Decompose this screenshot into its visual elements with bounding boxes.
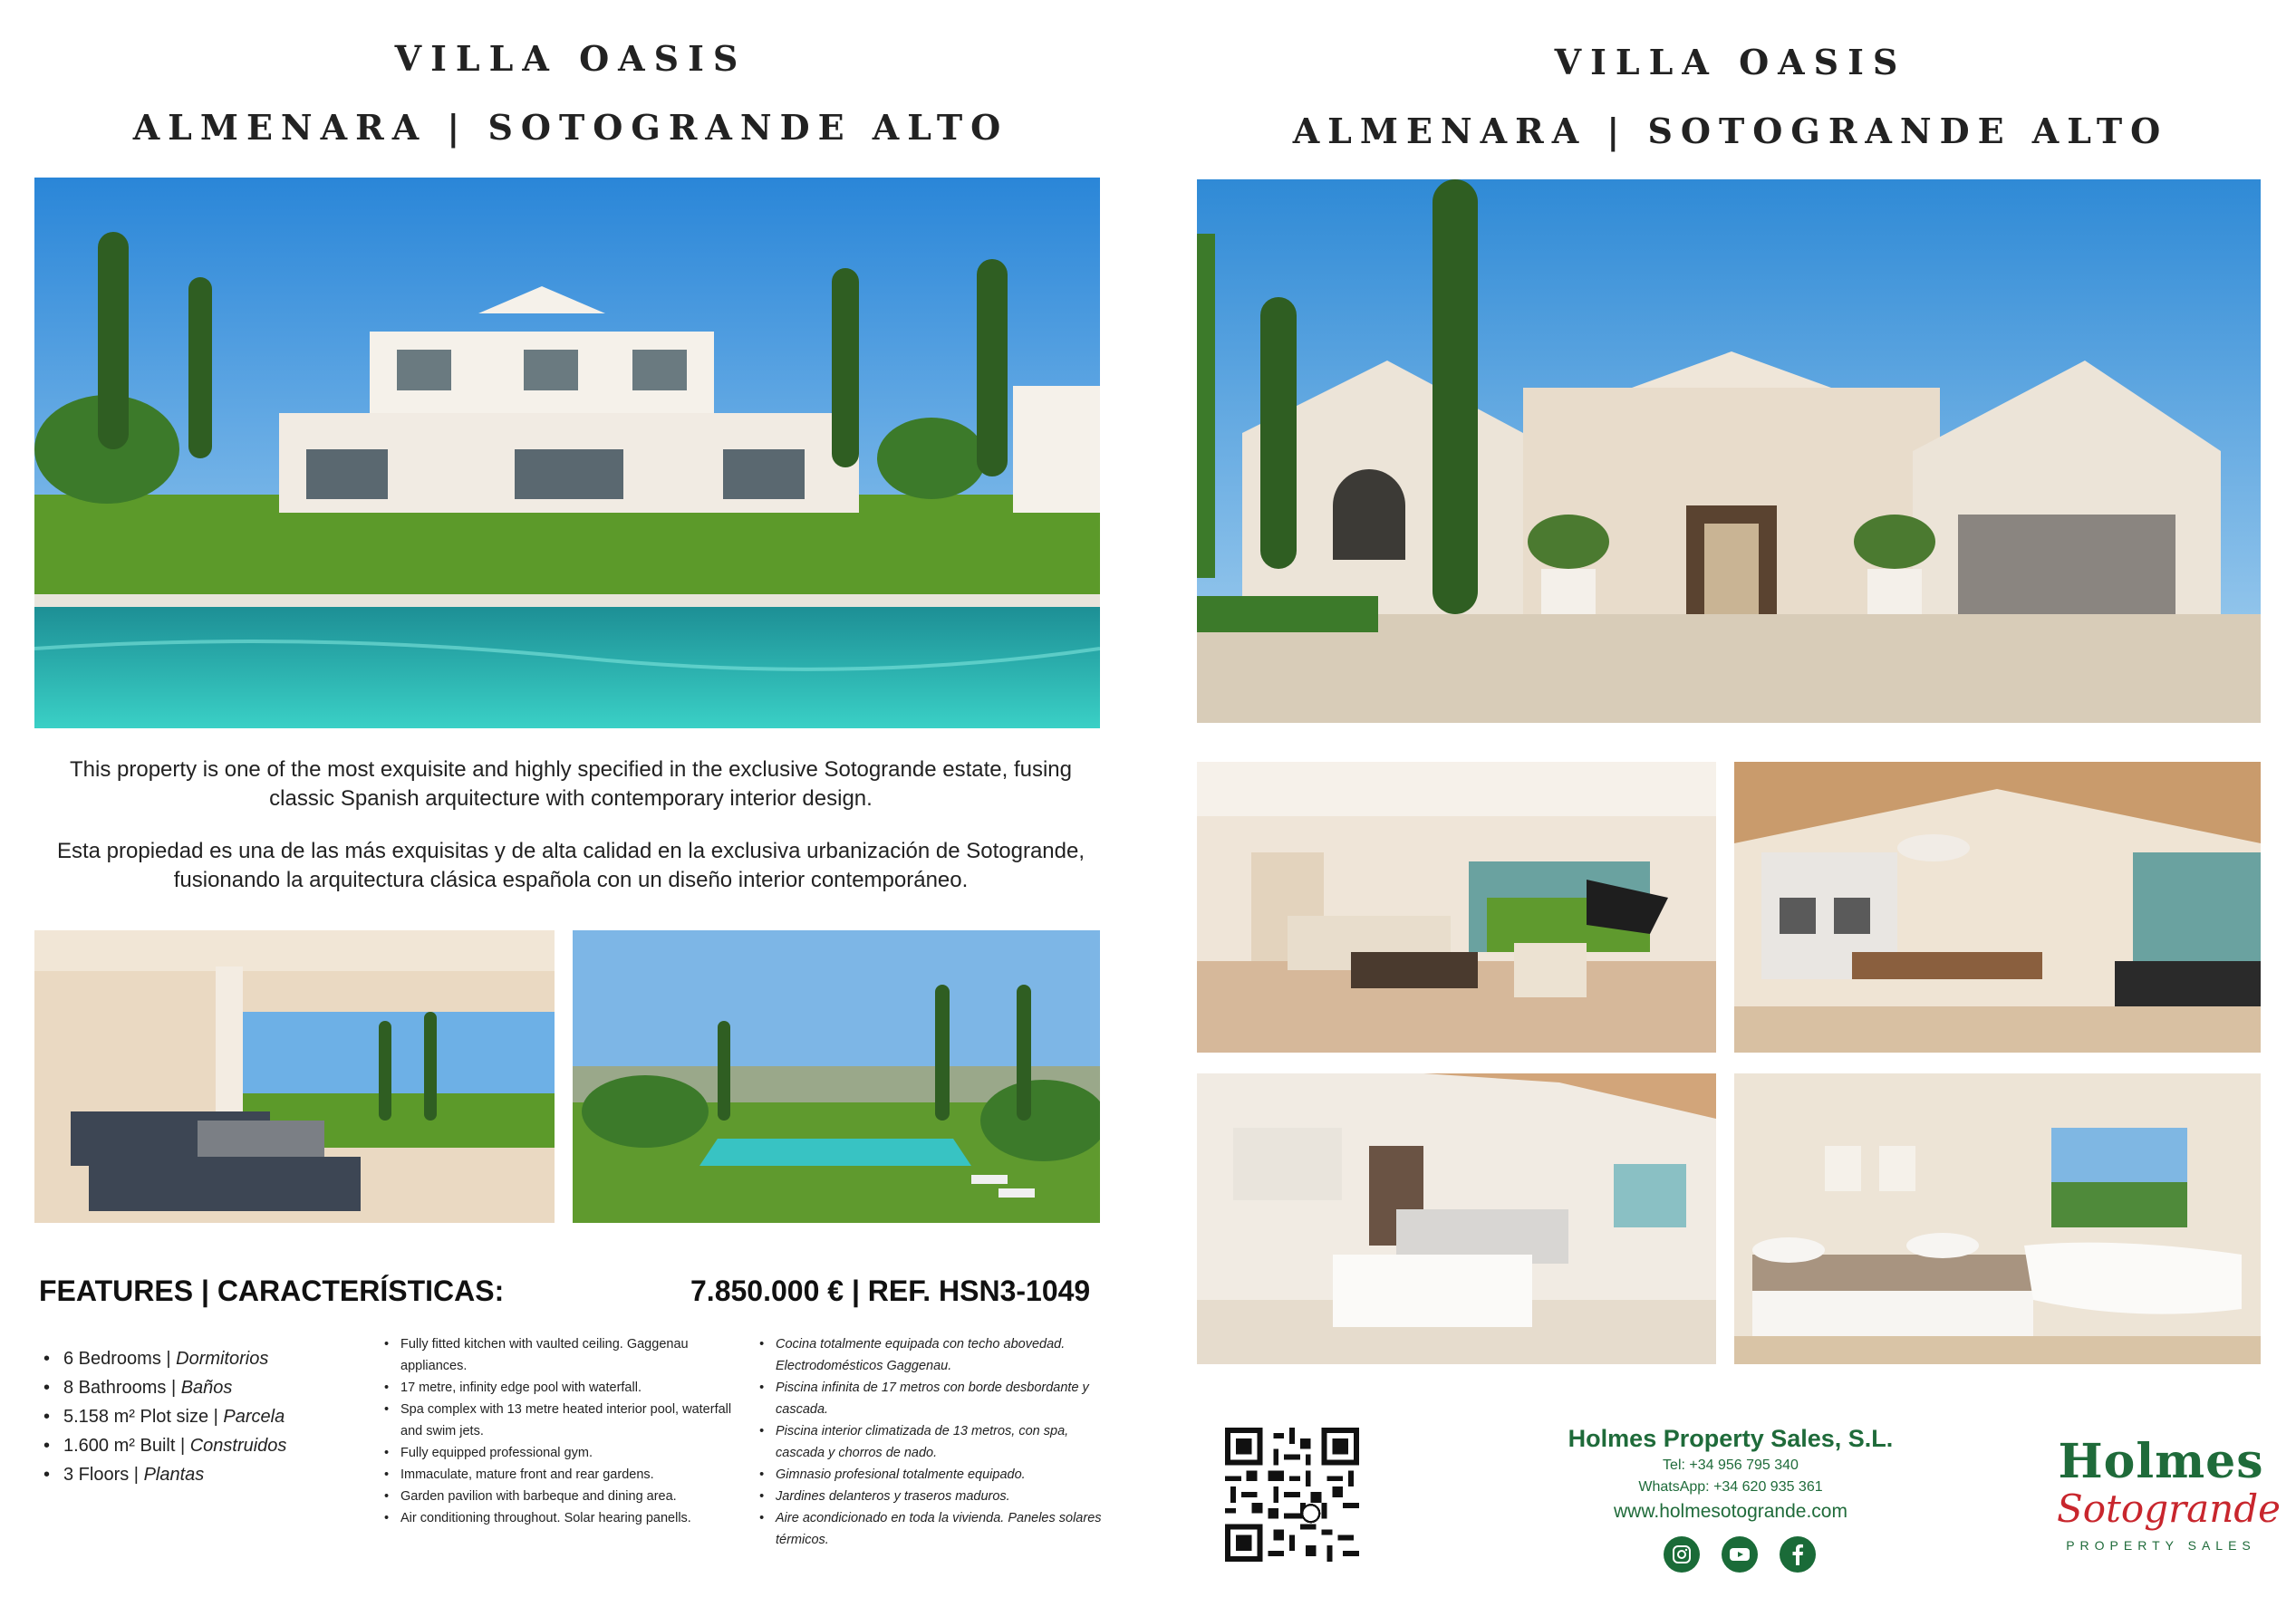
list-item: • Fully equipped professional gym. — [381, 1442, 734, 1464]
list-item: • Spa complex with 13 metre heated interior pool, waterfall and swim jets. — [381, 1399, 734, 1442]
list-item: • 3 Floors | Plantas — [40, 1460, 286, 1489]
key-features-list — [40, 1344, 286, 1489]
facebook-icon[interactable] — [1780, 1536, 1816, 1573]
garden-pool-photo — [573, 930, 1100, 1223]
bedroom-photo — [1197, 1073, 1716, 1364]
bathroom-photo — [1734, 1073, 2261, 1364]
whatsapp-number[interactable]: WhatsApp: +34 620 935 361 — [1638, 1479, 1823, 1495]
phone-number[interactable]: Tel: +34 956 795 340 — [1663, 1458, 1799, 1473]
living-room-photo — [1197, 762, 1716, 1053]
intro-spanish: Esta propiedad es una de las más exquisitas y de alta calidad en la exclusiva urbanización de Sotogrande, fusionando la arquitectura clásica española con un diseño interior contemporáneo. — [56, 839, 1085, 892]
youtube-icon[interactable] — [1722, 1536, 1758, 1573]
villa-pool-photo — [34, 178, 1100, 728]
holmes-sotogrande-logo: Holmes Sotogrande PROPERTY SALES — [2057, 1434, 2282, 1553]
list-item: • Cocina totalmente equipada con techo abovedad. Electrodomésticos Gaggenau. — [756, 1333, 1118, 1377]
list-item: • 6 Bedrooms | Dormitorios — [40, 1344, 286, 1373]
company-name: Holmes Property Sales, S.L. — [1568, 1425, 1894, 1452]
list-item: • Garden pavilion with barbeque and dining area. — [381, 1486, 734, 1507]
list-item: • Air conditioning throughout. Solar hearing panells. — [381, 1507, 734, 1529]
price-reference: 7.850.000 € | REF. HSN3-1049 — [690, 1275, 1091, 1307]
qr-code[interactable] — [1225, 1428, 1359, 1562]
features-heading: FEATURES | CARACTERÍSTICAS: — [39, 1275, 505, 1307]
company-contact — [1450, 1422, 2011, 1525]
outdoor-lounge-photo — [34, 930, 555, 1223]
villa-entrance-photo — [1197, 179, 2261, 723]
kitchen-photo — [1734, 762, 2261, 1053]
list-item: • 8 Bathrooms | Baños — [40, 1373, 286, 1402]
list-item: • 17 metre, infinity edge pool with waterfall. — [381, 1377, 734, 1399]
list-item: • Piscina interior climatizada de 13 metros, con spa, cascada y chorros de nado. — [756, 1420, 1118, 1464]
left-subtitle: ALMENARA | SOTOGRANDE ALTO — [132, 107, 1009, 148]
website-link[interactable]: www.holmesotogrande.com — [1614, 1501, 1847, 1522]
list-item: • 1.600 m² Built | Construidos — [40, 1431, 286, 1460]
list-item: • Fully fitted kitchen with vaulted ceiling. Gaggenau appliances. — [381, 1333, 734, 1377]
list-item: • 5.158 m² Plot size | Parcela — [40, 1402, 286, 1431]
list-item: • Aire acondicionado en toda la vivienda. Paneles solares térmicos. — [756, 1507, 1118, 1551]
list-item: • Piscina infinita de 17 metros con borde desbordante y cascada. — [756, 1377, 1118, 1420]
right-title: VILLA OASIS — [1554, 42, 1907, 82]
list-item: • Gimnasio profesional totalmente equipado. — [756, 1464, 1118, 1486]
features-english-list — [381, 1333, 734, 1529]
right-subtitle: ALMENARA | SOTOGRANDE ALTO — [1292, 111, 2169, 151]
list-item: • Jardines delanteros y traseros maduros. — [756, 1486, 1118, 1507]
intro-english: This property is one of the most exquisite and highly specified in the exclusive Sotogrande estate, fusing classic Spanish arquitecture with contemporary interior design. — [70, 757, 1072, 811]
instagram-icon[interactable] — [1664, 1536, 1700, 1573]
left-title: VILLA OASIS — [394, 38, 748, 79]
list-item: • Immaculate, mature front and rear gardens. — [381, 1464, 734, 1486]
features-spanish-list — [756, 1333, 1118, 1551]
